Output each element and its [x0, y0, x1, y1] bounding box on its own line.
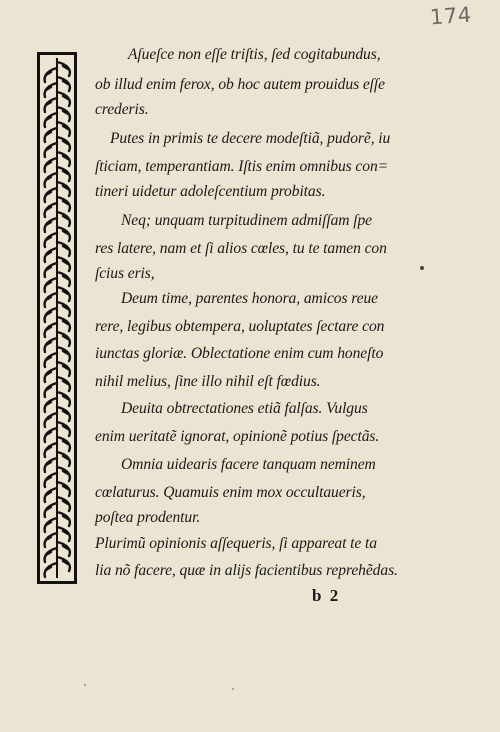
text-line: ob illud enim ferox, ob hoc autem prouidus eſſe: [95, 76, 385, 93]
text-line: ſticiam, temperantiam. Iſtis enim omnibus con=: [95, 158, 389, 175]
ink-speck: [232, 688, 234, 690]
signature-mark: b 2: [312, 586, 341, 605]
text-line: Deuita obtrectationes etiã falſas. Vulgus: [121, 400, 368, 417]
text-line: tineri uidetur adoleſcentium probitas.: [95, 183, 326, 200]
folio-number: 174: [429, 2, 473, 30]
ornamental-border: [37, 52, 77, 584]
text-line: res latere, nam et ſi alios cœles, tu te tamen con: [95, 240, 387, 257]
text-line: nihil melius, ſine illo nihil eſt fœdius.: [95, 373, 321, 390]
text-line: Neq; unquam turpitudinem admiſſam ſpe: [121, 212, 372, 229]
text-line: Omnia uidearis facere tanquam neminem: [121, 456, 376, 473]
text-line: lia nõ facere, quæ in alijs facientibus reprehẽdas.: [95, 562, 398, 579]
text-line: cœlaturus. Quamuis enim mox occultaueris,: [95, 484, 366, 501]
text-line: poſtea prodentur.: [95, 509, 201, 526]
text-line: rere, legibus obtempera, uoluptates ſectare con: [95, 318, 385, 335]
text-line: Aſueſce non eſſe triſtis, ſed cogitabundus,: [128, 46, 381, 63]
text-line: ſcius eris,: [95, 265, 155, 282]
text-line: Deum time, parentes honora, amicos reue: [121, 290, 378, 307]
text-line: enim ueritatẽ ignorat, opinionẽ potius ſpectãs.: [95, 428, 380, 445]
ink-speck: [84, 684, 86, 686]
ink-speck: [420, 266, 424, 270]
text-line: Plurimũ opinionis aſſequeris, ſi appareat te ta: [95, 535, 377, 552]
text-line: crederis.: [95, 101, 149, 118]
text-line: iunctas gloriæ. Oblectatione enim cum honeſto: [95, 345, 384, 362]
text-line: Putes in primis te decere modeſtiã, pudorẽ, iu: [110, 130, 391, 147]
